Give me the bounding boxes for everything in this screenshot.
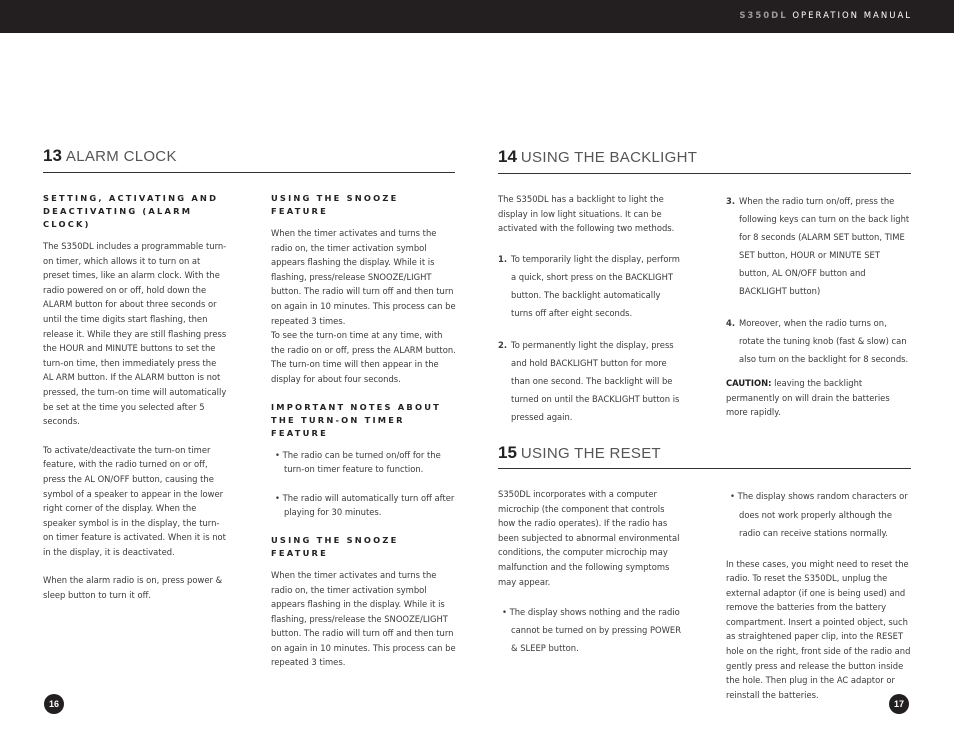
reset-column-1 bbox=[498, 487, 684, 657]
section-title-alarm bbox=[43, 146, 177, 166]
section-number: 15 bbox=[498, 443, 517, 462]
section-title-backlight bbox=[498, 147, 697, 167]
numbered-item bbox=[726, 192, 912, 300]
paragraph: In these cases, you might need to reset the radio. To reset the S350DL, unplug the external adaptor (if one is being used) and remove the batteries from the battery compartment. Insert a pointed object, such as straightened paper clip, into the RESET hole on the right, front side of the radio and gently press and release the button inside the hole. Then plug in the AC adaptor or reinstall the batteries. bbox=[726, 558, 911, 700]
section-label: USING THE BACKLIGHT bbox=[520, 149, 698, 166]
section-label: USING THE RESET bbox=[520, 445, 662, 462]
header-bar bbox=[0, 0, 954, 33]
backlight-column-1 bbox=[498, 192, 684, 426]
paragraph: When the timer activates and turns the radio on, the timer activation symbol appears flashing in the display. While it is flashing, press/release the SNOOZE/LIGHT button. The radio will turn off and then turn on again in 10 minutes. This process can be repeated 3 times. bbox=[271, 569, 456, 668]
bullet-item: • The radio will automatically turn off after playing for 30 minutes. bbox=[275, 492, 455, 518]
subheading-important-notes: IMPORTANT NOTES ABOUT THE TURN-ON TIMER FEATURE bbox=[271, 401, 442, 438]
reset-column-2 bbox=[726, 487, 912, 702]
numbered-item bbox=[498, 336, 684, 426]
caution-text: leaving the backlight permanently on will drain the batteries more rapidly. bbox=[726, 378, 890, 418]
page-number-right: 17 bbox=[889, 694, 909, 714]
paragraph: To see the turn-on time at any time, with the radio on or off, press the ALARM button. The turn-on time will then appear in the display for about four seconds. bbox=[271, 330, 456, 384]
header-model: S350DL bbox=[739, 11, 788, 21]
item-text: Moreover, when the radio turns on, rotate the tuning knob (fast & slow) can also turn on the backlight for 8 seconds. bbox=[739, 318, 909, 364]
subheading-snooze: USING THE SNOOZE FEATURE bbox=[271, 534, 399, 558]
numbered-item bbox=[498, 250, 684, 322]
caution-label: CAUTION: bbox=[726, 378, 772, 388]
item-text: To temporarily light the display, perform a quick, short press on the BACKLIGHT button. The backlight automatically turns off after eight seconds. bbox=[511, 253, 680, 318]
subheading-snooze: USING THE SNOOZE FEATURE bbox=[271, 193, 399, 216]
section-rule bbox=[498, 468, 911, 469]
section-rule bbox=[498, 173, 911, 174]
item-number: 2. bbox=[498, 339, 508, 350]
paragraph: The S350DL has a backlight to light the display in low light situations. It can be activated with the following two methods. bbox=[498, 194, 675, 234]
section-number: 14 bbox=[498, 147, 517, 166]
paragraph: The S350DL includes a programmable turn-on timer, which allows it to turn on at preset times, like an alarm clock. With the radio powered on or off, hold down the ALARM button for about three seconds or until the time digits start flashing, then release it. While they are still flashing press the HOUR and MINUTE buttons to set the turn-on time, then immediately press the AL ARM button. If the ALARM button is not pressed, the turn-on time will automatically be set at the time you selected after 5 seconds. bbox=[43, 241, 227, 427]
numbered-item bbox=[726, 314, 912, 368]
caution-note bbox=[726, 376, 912, 420]
paragraph: To activate/deactivate the turn-on timer feature, with the radio turned on or off, press the AL ON/OFF button, causing the symbol of a speaker to appear in the lower right corner of the display. When the speaker symbol is in the display, the turn-on timer feature is activated. When it is not in the display, it is deactivated. bbox=[43, 444, 226, 557]
item-text: When the radio turn on/off, press the following keys can turn on the back light for 8 seconds (ALARM SET button, TIME SET button, HOUR or MINUTE SET button, AL ON/OFF button and BACKLIGHT button) bbox=[739, 196, 910, 296]
alarm-column-1 bbox=[43, 192, 229, 603]
paragraph: When the alarm radio is on, press power & sleep button to turn it off. bbox=[43, 575, 223, 601]
item-number: 1. bbox=[498, 253, 508, 264]
bullet-item: • The display shows random characters or does not work properly although the radio can receive stations normally. bbox=[730, 491, 908, 538]
header-manual-title: OPERATION MANUAL bbox=[792, 11, 912, 21]
subheading-setting: SETTING, ACTIVATING AND DEACTIVATING (ALARM CLOCK) bbox=[43, 193, 219, 229]
section-title-reset bbox=[498, 443, 661, 463]
paragraph: When the timer activates and turns the radio on, the timer activation symbol appears flashing the display. While it is flashing, press/release SNOOZE/LIGHT button. The radio will turn off and then turn on again in 10 minutes. This process can be repeated 3 times. bbox=[271, 228, 456, 326]
section-rule bbox=[43, 172, 455, 173]
bullet-item: • The display shows nothing and the radio cannot be turned on by pressing POWER & SLEEP button. bbox=[502, 607, 682, 654]
item-number: 4. bbox=[726, 318, 736, 328]
paragraph: S350DL incorporates with a computer microchip (the component that controls how the radio operates). If the radio has been subjected to abnormal environmental conditions, the computer microchip may malfunction and the following symptoms may appear. bbox=[498, 489, 680, 587]
section-number: 13 bbox=[43, 146, 62, 165]
header-title bbox=[739, 11, 912, 21]
bullet-item: • The radio can be turned on/off for the turn-on timer feature to function. bbox=[275, 449, 441, 475]
backlight-column-2 bbox=[726, 192, 912, 420]
alarm-column-2 bbox=[271, 192, 457, 670]
page-number-left: 16 bbox=[44, 694, 64, 714]
section-label: ALARM CLOCK bbox=[65, 148, 177, 165]
item-number: 3. bbox=[726, 196, 736, 206]
item-text: To permanently light the display, press and hold BACKLIGHT button for more than one second. The backlight will be turned on until the BACKLIGHT button is pressed again. bbox=[511, 339, 680, 422]
